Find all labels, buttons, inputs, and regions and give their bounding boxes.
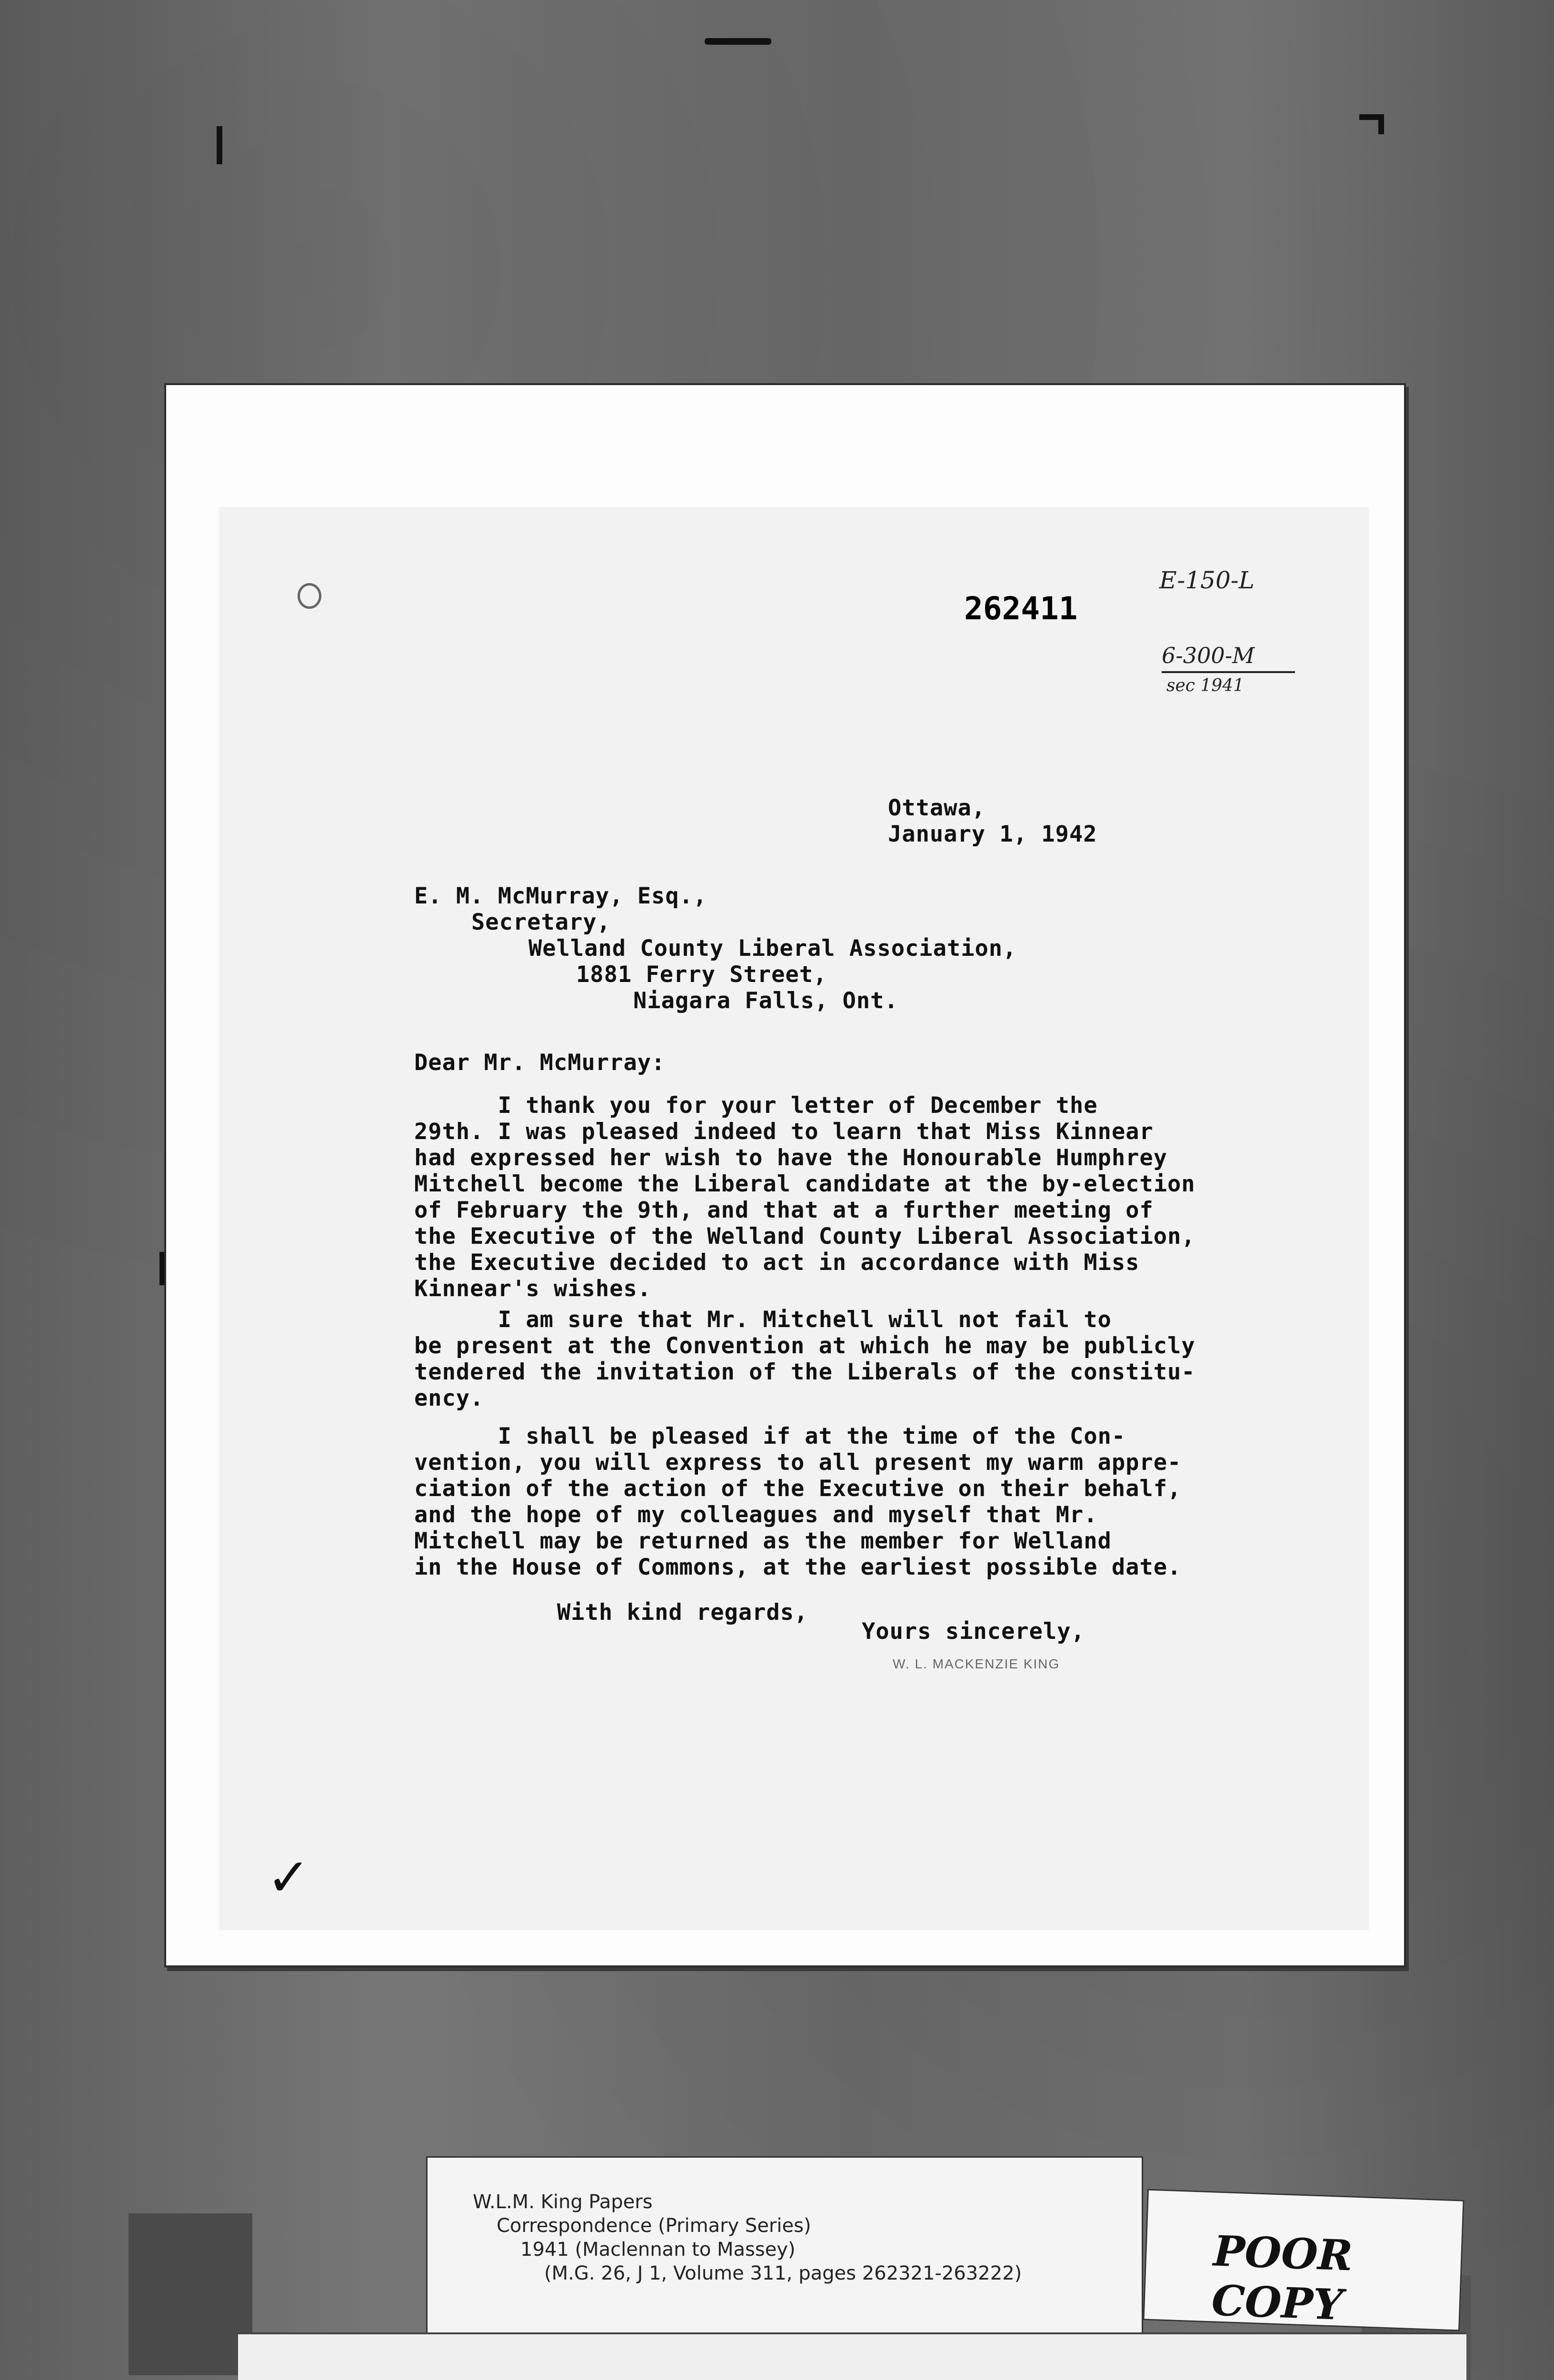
body-line: in the House of Commons, at the earliest possible date. <box>414 1554 1182 1580</box>
addressee-org: Welland County Liberal Association, <box>528 935 1017 962</box>
date: January 1, 1942 <box>888 821 1097 847</box>
body-line: vention, you will express to all present my warm appre- <box>414 1449 1182 1476</box>
body-line: ciation of the action of the Executive on their behalf, <box>414 1476 1182 1502</box>
label-line: Correspondence (Primary Series) <box>497 2215 811 2237</box>
label-line: 1941 (Maclennan to Massey) <box>520 2239 796 2261</box>
poor-copy-note <box>1143 2189 1464 2331</box>
handwritten-ref: sec 1941 <box>1166 676 1245 695</box>
body-line: Mitchell may be returned as the member for Welland <box>414 1528 1112 1554</box>
underline <box>1162 671 1295 673</box>
body-line: tendered the invitation of the Liberals of the constitu- <box>414 1359 1195 1385</box>
body-line: the Executive decided to act in accordance with Miss <box>414 1250 1140 1276</box>
archives-card <box>238 2332 1466 2380</box>
poor-copy-text: POOR COPY <box>1211 2226 1354 2330</box>
checkmark-icon: ✓ <box>267 1847 311 1908</box>
body-line: I am sure that Mr. Mitchell will not fail to <box>414 1307 1112 1333</box>
document-number: 262411 <box>964 590 1078 627</box>
label-line: W.L.M. King Papers <box>473 2191 653 2213</box>
film-mark <box>217 126 222 164</box>
label-line: (M.G. 26, J 1, Volume 311, pages 262321-263222) <box>544 2262 1022 2284</box>
addressee-name: E. M. McMurray, Esq., <box>414 883 707 909</box>
film-mark <box>1359 114 1384 134</box>
body-line: ency. <box>414 1385 484 1411</box>
handwritten-ref: 6-300-M <box>1162 643 1255 668</box>
signature-stamp: W. L. MACKENZIE KING <box>893 1656 1060 1671</box>
film-mark <box>705 38 771 45</box>
addressee-street: 1881 Ferry Street, <box>576 962 827 988</box>
body-line: be present at the Convention at which he may be publicly <box>414 1333 1195 1359</box>
body-line: the Executive of the Welland County Liberal Association, <box>414 1223 1195 1250</box>
body-line: I shall be pleased if at the time of the Con- <box>414 1423 1126 1449</box>
regards: With kind regards, <box>557 1599 808 1626</box>
body-line: and the hope of my colleagues and myself that Mr. <box>414 1502 1098 1528</box>
addressee-city: Niagara Falls, Ont. <box>633 988 898 1014</box>
body-line: Mitchell become the Liberal candidate at the by-election <box>414 1171 1195 1197</box>
body-line: Kinnear's wishes. <box>414 1276 652 1302</box>
salutation: Dear Mr. McMurray: <box>414 1050 666 1076</box>
closing: Yours sincerely, <box>862 1618 1085 1645</box>
body-line: had expressed her wish to have the Honourable Humphrey <box>414 1145 1168 1171</box>
archive-reference-label <box>426 2156 1143 2340</box>
body-line: of February the 9th, and that at a further meeting of <box>414 1197 1154 1223</box>
place: Ottawa, <box>888 795 986 821</box>
body-line: 29th. I was pleased indeed to learn that Miss Kinnear <box>414 1119 1154 1145</box>
body-line: I thank you for your letter of December the <box>414 1092 1098 1119</box>
addressee-title: Secretary, <box>471 909 611 935</box>
handwritten-ref: E-150-L <box>1159 566 1255 594</box>
punch-hole <box>298 583 321 609</box>
tape <box>129 2213 252 2375</box>
